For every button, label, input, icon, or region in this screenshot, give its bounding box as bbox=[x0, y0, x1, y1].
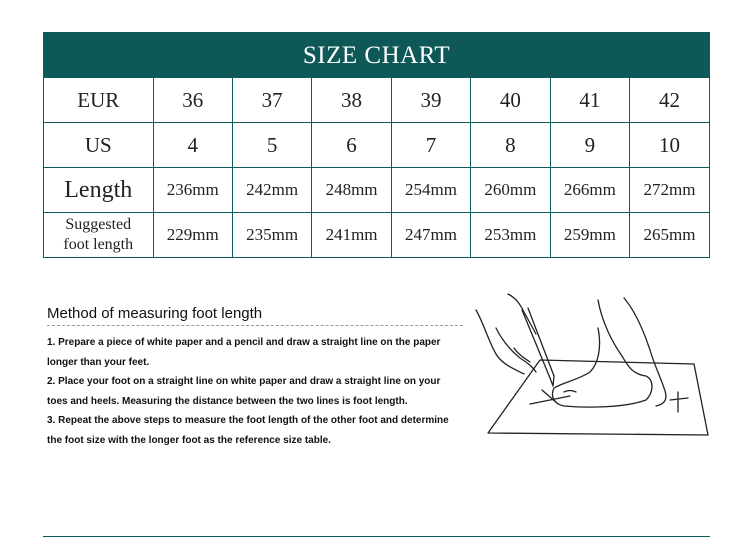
suggested-cell: 229mm bbox=[153, 213, 232, 258]
pencil-line-a bbox=[522, 310, 550, 378]
length-cell: 272mm bbox=[630, 168, 709, 213]
length-row bbox=[44, 168, 709, 213]
suggested-label-line2: foot length bbox=[63, 236, 134, 253]
eur-size-cell: 41 bbox=[550, 78, 629, 123]
us-size-cell: 5 bbox=[232, 123, 311, 168]
eur-label: EUR bbox=[44, 78, 153, 123]
paper-sheet bbox=[488, 360, 708, 435]
method-step-3: 3. Repeat the above steps to measure the foot length of the other foot and determine the foot size with the longer foot as the reference size table. bbox=[47, 415, 449, 446]
suggested-cell: 265mm bbox=[630, 213, 709, 258]
length-cell: 248mm bbox=[312, 168, 391, 213]
suggested-label bbox=[44, 213, 153, 258]
length-cell: 260mm bbox=[471, 168, 550, 213]
suggested-cell: 247mm bbox=[391, 213, 470, 258]
bottom-divider bbox=[43, 536, 710, 537]
length-cell: 236mm bbox=[153, 168, 232, 213]
toe-detail bbox=[564, 391, 576, 393]
heel-cross-line bbox=[670, 398, 688, 400]
length-cell: 254mm bbox=[391, 168, 470, 213]
us-row bbox=[44, 123, 709, 168]
length-cell: 266mm bbox=[550, 168, 629, 213]
us-size-cell: 9 bbox=[550, 123, 629, 168]
size-chart bbox=[43, 32, 710, 258]
pencil-line-b bbox=[528, 308, 554, 376]
leg-outline bbox=[624, 298, 666, 406]
method-step-1: 1. Prepare a piece of white paper and a pencil and draw a straight line on the paper longer than your feet. bbox=[47, 337, 441, 368]
eur-size-cell: 39 bbox=[391, 78, 470, 123]
arm-outline bbox=[476, 310, 524, 374]
eur-row bbox=[44, 78, 709, 123]
us-size-cell: 10 bbox=[630, 123, 709, 168]
toe-line bbox=[542, 390, 558, 404]
method-title: Method of measuring foot length bbox=[47, 305, 463, 326]
eur-size-cell: 37 bbox=[232, 78, 311, 123]
length-label: Length bbox=[44, 168, 153, 213]
suggested-cell: 235mm bbox=[232, 213, 311, 258]
foot-measuring-illustration bbox=[474, 288, 710, 438]
us-size-cell: 8 bbox=[471, 123, 550, 168]
suggested-row bbox=[44, 213, 709, 258]
eur-size-cell: 38 bbox=[312, 78, 391, 123]
length-cell: 242mm bbox=[232, 168, 311, 213]
eur-size-cell: 40 bbox=[471, 78, 550, 123]
size-table bbox=[44, 78, 709, 257]
pencil-tip bbox=[550, 376, 554, 386]
eur-size-cell: 36 bbox=[153, 78, 232, 123]
suggested-cell: 253mm bbox=[471, 213, 550, 258]
us-size-cell: 6 bbox=[312, 123, 391, 168]
method-step-2: 2. Place your foot on a straight line on white paper and draw a straight line on your toes and heels. Measuring the distance between the two lines is foot length. bbox=[47, 376, 441, 407]
suggested-label-line1: Suggested bbox=[65, 216, 132, 233]
hand-back bbox=[508, 294, 536, 334]
us-size-cell: 7 bbox=[391, 123, 470, 168]
eur-size-cell: 42 bbox=[630, 78, 709, 123]
us-label: US bbox=[44, 123, 153, 168]
suggested-cell: 259mm bbox=[550, 213, 629, 258]
measuring-method bbox=[47, 305, 463, 450]
suggested-cell: 241mm bbox=[312, 213, 391, 258]
size-chart-title: SIZE CHART bbox=[44, 33, 709, 78]
us-size-cell: 4 bbox=[153, 123, 232, 168]
